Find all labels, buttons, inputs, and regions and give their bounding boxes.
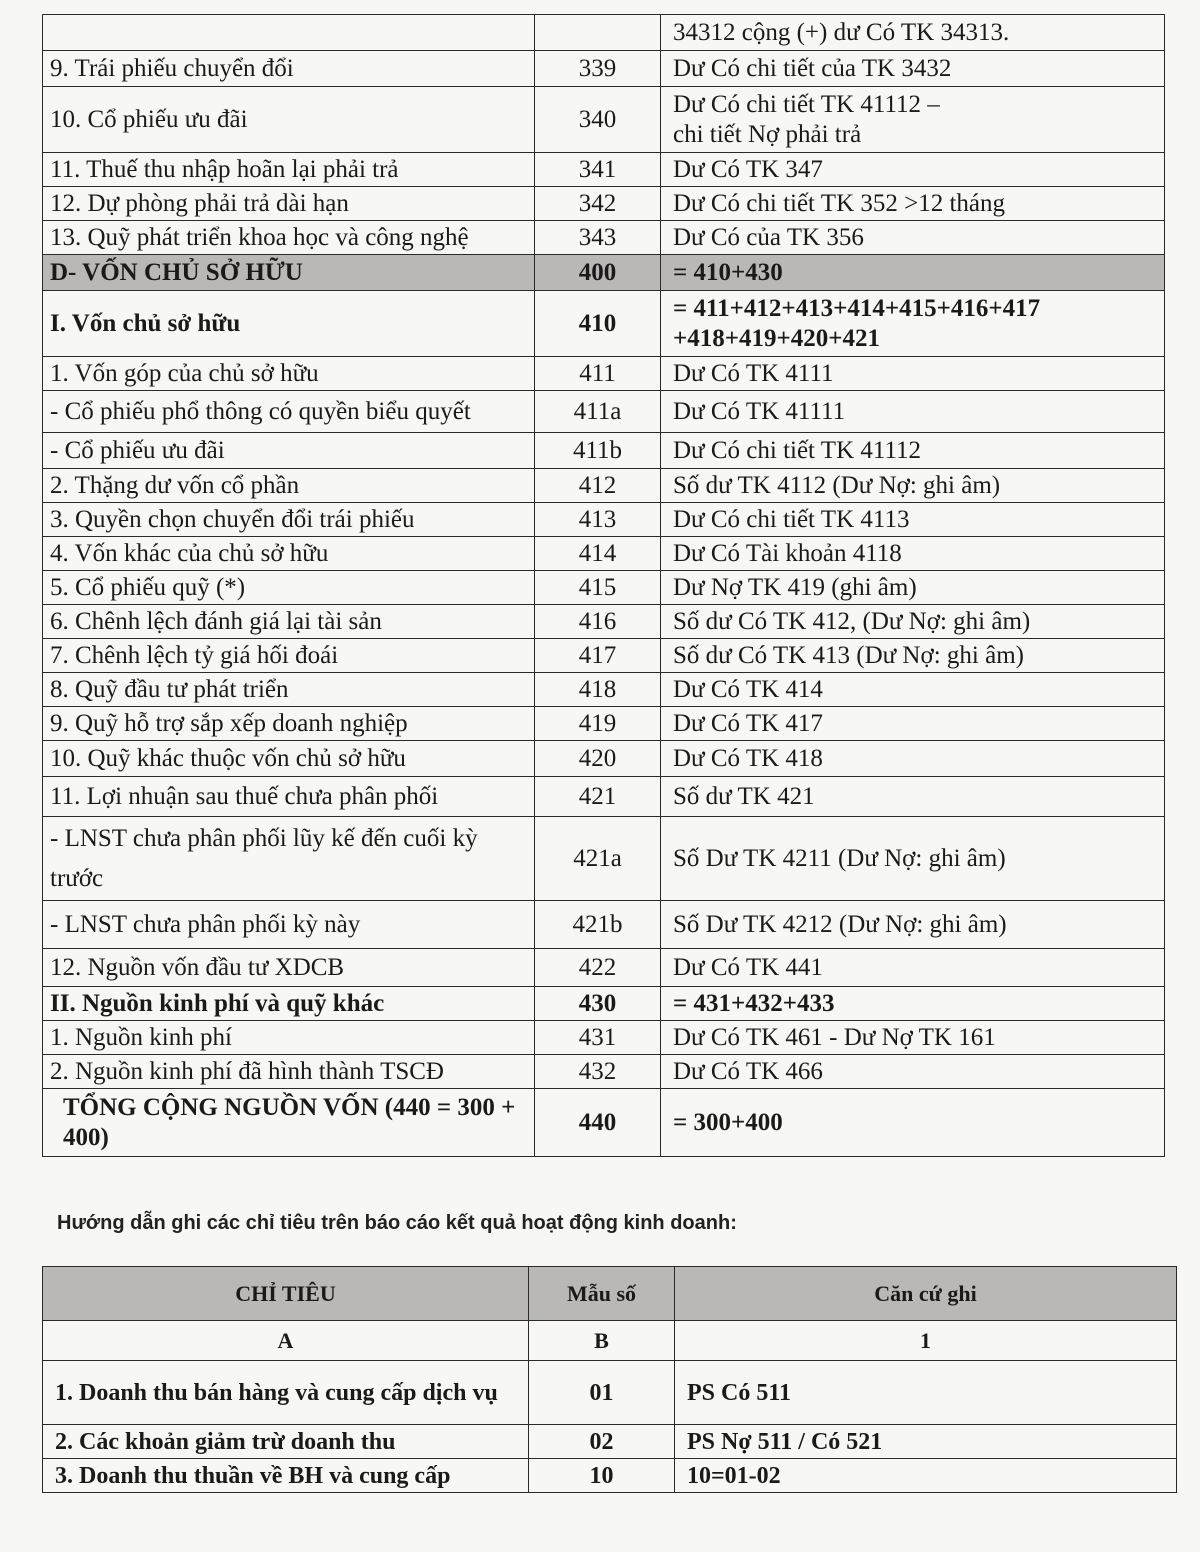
total-row (43, 1089, 1165, 1157)
row-basis: Dư Có TK 414 (661, 673, 1165, 707)
row-basis: Số dư TK 4112 (Dư Nợ: ghi âm) (661, 469, 1165, 503)
row-code: 343 (535, 221, 661, 255)
row-label: 4. Vốn khác của chủ sở hữu (43, 537, 535, 571)
table-row (43, 15, 1165, 51)
table-row (43, 741, 1165, 777)
row-label: 6. Chênh lệch đánh giá lại tài sản (43, 605, 535, 639)
row-label: I. Vốn chủ sở hữu (43, 291, 535, 357)
table-row (43, 537, 1165, 571)
row-basis: Số dư TK 421 (661, 777, 1165, 817)
table-row (43, 87, 1165, 153)
row-basis: Số Dư TK 4211 (Dư Nợ: ghi âm) (661, 817, 1165, 901)
row-basis: Dư Có chi tiết TK 41112 (661, 433, 1165, 469)
section-heading: Hướng dẫn ghi các chỉ tiêu trên báo cáo kết quả hoạt động kinh doanh: (57, 1212, 737, 1234)
row-label: 10. Quỹ khác thuộc vốn chủ sở hữu (43, 741, 535, 777)
row-basis: Dư Có của TK 356 (661, 221, 1165, 255)
row-code: 416 (535, 605, 661, 639)
row-basis: Dư Có TK 441 (661, 949, 1165, 987)
row-label: 11. Thuế thu nhập hoãn lại phải trả (43, 153, 535, 187)
row-code: 411b (535, 433, 661, 469)
row-code: 418 (535, 673, 661, 707)
row-label (43, 1089, 535, 1157)
row-basis: Dư Có TK 41111 (661, 391, 1165, 433)
row-label: 9. Quỹ hỗ trợ sắp xếp doanh nghiệp (43, 707, 535, 741)
row-code: 412 (535, 469, 661, 503)
row-basis (661, 87, 1165, 153)
table-row (43, 987, 1165, 1021)
row-basis: Số dư Có TK 413 (Dư Nợ: ghi âm) (661, 639, 1165, 673)
subheader-b: B (529, 1321, 675, 1361)
row-label: 2. Các khoản giảm trừ doanh thu (43, 1425, 529, 1459)
row-code: 417 (535, 639, 661, 673)
subheader-1: 1 (675, 1321, 1177, 1361)
row-code: 02 (529, 1425, 675, 1459)
row-code: 411a (535, 391, 661, 433)
table-row (43, 605, 1165, 639)
row-label-text: TỔNG CỘNG NGUỒN VỐN (440 = 300 + 400) (63, 1093, 516, 1151)
row-label: 3. Quyền chọn chuyển đổi trái phiếu (43, 503, 535, 537)
row-label: 7. Chênh lệch tỷ giá hối đoái (43, 639, 535, 673)
row-code: 341 (535, 153, 661, 187)
income-statement-guidance-table (42, 1266, 1177, 1493)
table-row (43, 221, 1165, 255)
row-basis-text: Dư Có chi tiết TK 41112 – chi tiết Nợ phải trả (673, 90, 940, 148)
header-can-cu-ghi: Căn cứ ghi (675, 1267, 1177, 1321)
row-code: 419 (535, 707, 661, 741)
row-basis: = 410+430 (661, 255, 1165, 291)
row-basis: 10=01-02 (675, 1459, 1177, 1493)
row-code: 422 (535, 949, 661, 987)
row-label: 2. Thặng dư vốn cổ phần (43, 469, 535, 503)
table-row (43, 357, 1165, 391)
table-row (43, 51, 1165, 87)
row-code: 342 (535, 187, 661, 221)
row-basis: Dư Có Tài khoản 4118 (661, 537, 1165, 571)
row-code: 431 (535, 1021, 661, 1055)
row-basis: Dư Nợ TK 419 (ghi âm) (661, 571, 1165, 605)
table-row (43, 469, 1165, 503)
row-label: 10. Cổ phiếu ưu đãi (43, 87, 535, 153)
row-label: D- VỐN CHỦ SỞ HỮU (43, 255, 535, 291)
table-row (43, 1021, 1165, 1055)
row-code: 415 (535, 571, 661, 605)
table-row (43, 949, 1165, 987)
table-row (43, 187, 1165, 221)
row-basis: PS Nợ 511 / Có 521 (675, 1425, 1177, 1459)
row-code: 420 (535, 741, 661, 777)
table-row (43, 391, 1165, 433)
row-label (43, 1361, 529, 1425)
table-row (43, 901, 1165, 949)
row-code: 410 (535, 291, 661, 357)
row-label: 12. Nguồn vốn đầu tư XDCB (43, 949, 535, 987)
row-basis: Dư Có TK 466 (661, 1055, 1165, 1089)
row-basis: Số dư Có TK 412, (Dư Nợ: ghi âm) (661, 605, 1165, 639)
row-basis: Dư Có TK 4111 (661, 357, 1165, 391)
row-label (43, 15, 535, 51)
row-basis: Dư Có chi tiết TK 4113 (661, 503, 1165, 537)
subheader-a: A (43, 1321, 529, 1361)
row-code: 440 (535, 1089, 661, 1157)
row-code: 421 (535, 777, 661, 817)
table-row (43, 291, 1165, 357)
row-basis: Dư Có TK 461 - Dư Nợ TK 161 (661, 1021, 1165, 1055)
table-row (43, 571, 1165, 605)
row-code: 421b (535, 901, 661, 949)
table-row (43, 1055, 1165, 1089)
table-row (43, 433, 1165, 469)
row-basis: Dư Có chi tiết TK 352 >12 tháng (661, 187, 1165, 221)
row-code: 432 (535, 1055, 661, 1089)
row-label: 5. Cổ phiếu quỹ (*) (43, 571, 535, 605)
balance-guidance-table (42, 14, 1165, 1157)
row-code: 400 (535, 255, 661, 291)
table-row (43, 817, 1165, 901)
row-label: 2. Nguồn kinh phí đã hình thành TSCĐ (43, 1055, 535, 1089)
table-row (43, 1361, 1177, 1425)
row-label: - Cổ phiếu ưu đãi (43, 433, 535, 469)
row-label: - Cổ phiếu phổ thông có quyền biểu quyết (43, 391, 535, 433)
row-code: 430 (535, 987, 661, 1021)
row-label: 1. Vốn góp của chủ sở hữu (43, 357, 535, 391)
row-basis: PS Có 511 (675, 1361, 1177, 1425)
row-code: 10 (529, 1459, 675, 1493)
row-code: 421a (535, 817, 661, 901)
row-code: 01 (529, 1361, 675, 1425)
table-row (43, 153, 1165, 187)
table-subheader-row (43, 1321, 1177, 1361)
row-basis: 34312 cộng (+) dư Có TK 34313. (661, 15, 1165, 51)
row-code: 414 (535, 537, 661, 571)
table-row (43, 1459, 1177, 1493)
table-row (43, 503, 1165, 537)
row-basis: Dư Có TK 418 (661, 741, 1165, 777)
row-label: 9. Trái phiếu chuyển đổi (43, 51, 535, 87)
row-code: 411 (535, 357, 661, 391)
row-basis: Dư Có TK 417 (661, 707, 1165, 741)
row-basis: Dư Có chi tiết của TK 3432 (661, 51, 1165, 87)
table-row (43, 639, 1165, 673)
row-basis: = 431+432+433 (661, 987, 1165, 1021)
table-row (43, 707, 1165, 741)
row-label (43, 817, 535, 901)
row-label: 12. Dự phòng phải trả dài hạn (43, 187, 535, 221)
table-row (43, 1425, 1177, 1459)
header-chi-tieu: CHỈ TIÊU (43, 1267, 529, 1321)
row-basis (661, 291, 1165, 357)
row-basis-text: = 411+412+413+414+415+416+417 +418+419+420+421 (673, 294, 1041, 352)
table-row (43, 673, 1165, 707)
header-mau-so: Mẫu số (529, 1267, 675, 1321)
row-label: 1. Nguồn kinh phí (43, 1021, 535, 1055)
row-code: 340 (535, 87, 661, 153)
row-code (535, 15, 661, 51)
section-row (43, 255, 1165, 291)
row-code: 339 (535, 51, 661, 87)
row-label: 13. Quỹ phát triển khoa học và công nghệ (43, 221, 535, 255)
row-label: 3. Doanh thu thuần về BH và cung cấp (43, 1459, 529, 1493)
row-label-text: 1. Doanh thu bán hàng và cung cấp dịch vụ (55, 1379, 498, 1406)
row-label: 11. Lợi nhuận sau thuế chưa phân phối (43, 777, 535, 817)
row-label: - LNST chưa phân phối kỳ này (43, 901, 535, 949)
row-label-text: - LNST chưa phân phối lũy kế đến cuối kỳ trước (50, 824, 478, 892)
row-code: 413 (535, 503, 661, 537)
row-label: 8. Quỹ đầu tư phát triển (43, 673, 535, 707)
table-header-row (43, 1267, 1177, 1321)
row-label: II. Nguồn kinh phí và quỹ khác (43, 987, 535, 1021)
row-basis: = 300+400 (661, 1089, 1165, 1157)
row-basis: Số Dư TK 4212 (Dư Nợ: ghi âm) (661, 901, 1165, 949)
row-basis: Dư Có TK 347 (661, 153, 1165, 187)
table-row (43, 777, 1165, 817)
